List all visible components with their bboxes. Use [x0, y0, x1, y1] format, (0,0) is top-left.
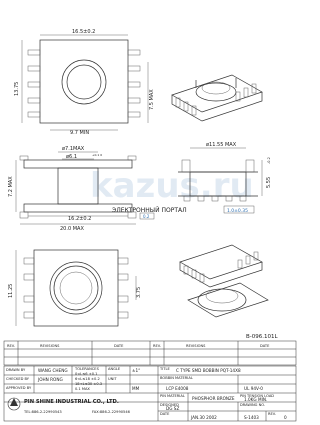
dim-top-right: 7.5 MAX	[149, 89, 155, 110]
title-block	[4, 366, 296, 421]
watermark-text: kazus.ru	[90, 166, 254, 206]
company-fax: FAX:886-2-22990546	[92, 410, 130, 414]
approved-label: APPROVED BY	[6, 386, 32, 390]
title-value: C TYPE SMD BOBBIN PQT-14X8	[176, 368, 241, 373]
angle-value: ±1°	[132, 368, 141, 373]
dim-front-total: 20.0 MAX	[60, 226, 84, 232]
designed-label: DESIGNED	[160, 403, 179, 407]
title-label: TITLE	[160, 367, 170, 371]
sheet-value: 0	[284, 415, 287, 420]
checked-value: JOHN RONG	[38, 377, 63, 382]
top-view-left-pins	[28, 50, 40, 117]
tension-label: PIN TENSION LOAD	[240, 394, 275, 398]
dim-front-d1: ø7.1MAX	[62, 146, 85, 152]
angle-label: ANGLE	[108, 367, 121, 371]
drawing-no-label: DRAWING NO.	[240, 403, 266, 407]
tol-line-3: 18<L≤30 ±0.3	[75, 382, 103, 386]
tol-label: TOLERANCES	[75, 367, 99, 371]
company-name: PIN SHINE INDUSTRIAL CO., LTD.	[24, 399, 119, 405]
pin-material-value: PHOSPHOR BRONZE	[192, 396, 235, 401]
pin-material-label: PIN MATERIAL	[160, 394, 185, 398]
iso-view-top	[172, 75, 262, 121]
dim-top-bottom: 9.7 MIN	[70, 130, 90, 136]
drawn-value: WANG CHENG	[38, 368, 68, 373]
rev-col-2: REV.	[153, 344, 161, 348]
watermark-subtext: ЭЛЕКТРОННЫЙ ПОРТАЛ	[112, 207, 187, 214]
unit-label: UNIT	[108, 377, 117, 381]
unit-value: MM	[132, 386, 140, 391]
iso-view-bottom	[180, 245, 268, 317]
rev-desc-col-2: REVISIONS	[186, 344, 206, 348]
checked-label: CHECKED BY	[6, 377, 29, 381]
sheet-label: REV.	[268, 412, 276, 416]
material-value: LCP E4008	[166, 386, 189, 391]
drawing-code: B-096.101L	[246, 334, 278, 340]
drawn-label: DRAWN BY	[6, 368, 26, 372]
dim-front-h: 7.2 MAX	[8, 176, 14, 197]
company-tel: TEL:886-2-22990543	[24, 410, 62, 414]
dim-bottom-h: 11.25	[8, 283, 14, 298]
dim-front-tol: 0.2	[143, 214, 150, 219]
rev-desc-col-1: REVISIONS	[40, 344, 60, 348]
drawing-no-value: S-1403	[244, 415, 259, 420]
dim-top-width: 16.5±0.2	[72, 29, 96, 35]
dim-front-d2: ø6.1	[66, 154, 78, 160]
dim-side-tol: -0.2	[267, 157, 271, 164]
watermark	[90, 166, 254, 214]
top-view	[14, 29, 155, 136]
tol-line-1: 0<L≤6 ±0.1	[75, 372, 98, 376]
dim-side-pitch: 1.0±0.35	[227, 209, 248, 214]
dim-side-h: 5.55	[266, 176, 272, 188]
top-view-inner-circle	[67, 65, 101, 99]
tol-line-2: 6<L≤18 ±0.2	[75, 377, 100, 381]
tol-line-4: 0.1 MAX	[75, 387, 90, 391]
top-view-outer-circle	[62, 60, 106, 104]
dim-bottom-r: 3.75	[136, 286, 142, 298]
dim-side-d: ø11.55 MAX	[206, 142, 237, 148]
company-logo	[8, 398, 20, 410]
dim-front-d2b: +0.1 0	[92, 153, 103, 157]
flame-value: UL 94V-0	[244, 386, 263, 391]
dim-top-height: 13.75	[14, 81, 20, 96]
top-view-outline	[40, 40, 128, 123]
designed-value: DG SZ	[166, 406, 180, 411]
dim-front-pad: 16.2±0.2	[68, 216, 92, 222]
rev-date-col-1: DATE	[114, 344, 124, 348]
material-label: BOBBIN MATERIAL	[160, 376, 193, 380]
tension-value: 1.0KG MIN.	[244, 397, 268, 402]
rev-date-col-2: DATE	[260, 344, 270, 348]
bottom-view	[8, 250, 142, 326]
rev-col-1: REV.	[7, 344, 15, 348]
top-view-right-pins	[128, 50, 140, 117]
date-value: JAN.30 2002	[191, 415, 217, 420]
date-label: DATE	[160, 412, 170, 416]
revisions-table	[4, 341, 296, 365]
